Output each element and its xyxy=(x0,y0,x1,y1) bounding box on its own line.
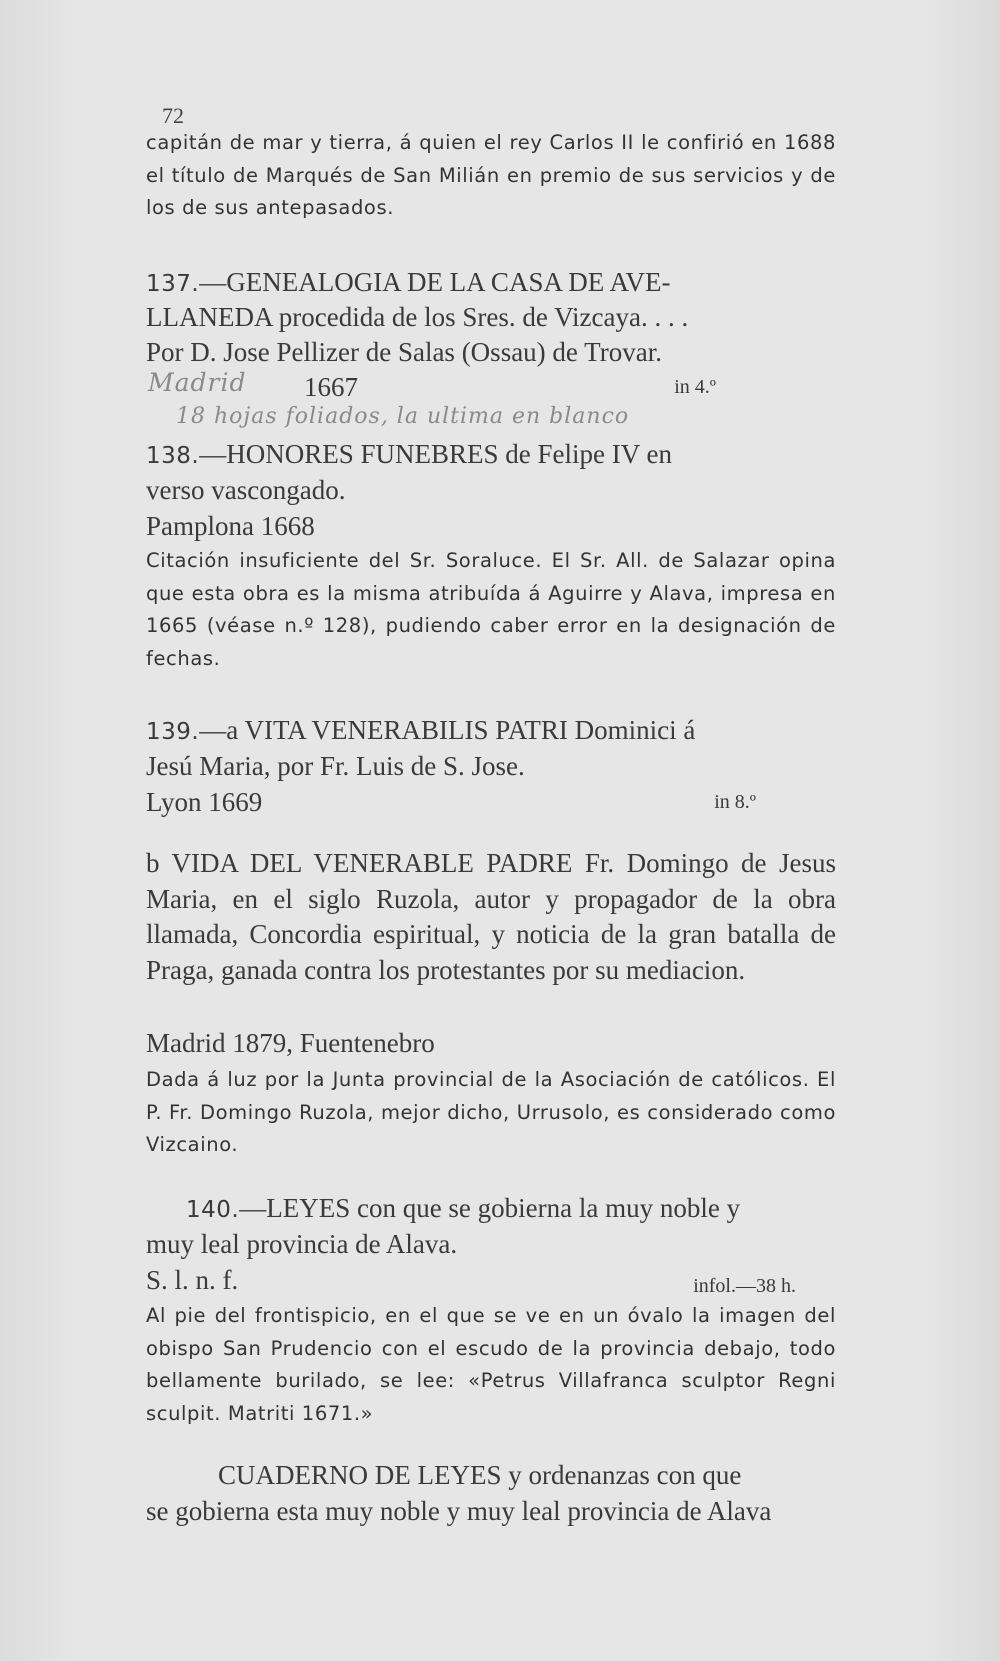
entry-138-title-line-1 xyxy=(146,437,836,475)
entry-140-number: 140. xyxy=(186,1197,240,1223)
entry-137-author-line: Por D. Jose Pellizer de Salas (Ossau) de Trovar. xyxy=(146,337,662,367)
closing-line-1: CUADERNO DE LEYES y ordenanzas con que xyxy=(218,1460,742,1490)
entry-139-a-title-text-1: —a VITA VENERABILIS PATRI Dominici á xyxy=(199,715,696,745)
entry-138-title-line-2: verso vascongado. xyxy=(146,475,346,505)
entry-137-title-line-1 xyxy=(146,265,836,303)
entry-139-a-format: in 8.º xyxy=(714,791,756,813)
entry-140-format: infol.—38 h. xyxy=(693,1275,796,1297)
entry-138-number: 138. xyxy=(146,443,200,469)
intro-paragraph: capitán de mar y tierra, á quien el rey Carlos II le confirió en 1688 el título de Marqués de San Milián en premio de sus servicios y de los de sus antepasados. xyxy=(146,131,836,219)
entry-139-b-imprint: Madrid 1879, Fuentenebro xyxy=(146,1028,435,1058)
entry-139-a-title-line-1 xyxy=(146,713,836,751)
entry-140-imprint: S. l. n. f. xyxy=(146,1265,239,1295)
entry-139-b-title: b VIDA DEL VENERABLE PADRE Fr. Domingo de Jesus Maria, en el siglo Ruzola, autor y propagador de la obra llamada, Concordia espiritual, y noticia de la gran batalla de Praga, ganada contra los protestantes por su mediacion. xyxy=(146,848,836,985)
entry-137-title-line-2: LLANEDA procedida de los Sres. de Vizcaya. . . . xyxy=(146,302,689,332)
entry-139-number: 139. xyxy=(146,719,200,745)
entry-140-title-text-1: —LEYES con que se gobierna la muy noble y xyxy=(239,1193,741,1223)
entry-140-imprint-line xyxy=(146,1263,836,1299)
closing-line-2: se gobierna esta muy noble y muy leal provincia de Alava xyxy=(146,1496,772,1526)
entry-138-note: Citación insuficiente del Sr. Soraluce. El Sr. All. de Salazar opina que esta obra es la misma atribuída á Aguirre y Alava, impresa en 1665 (véase n.º 128), pudiendo caber error en la designación de fechas. xyxy=(146,549,836,670)
entry-137-number: 137. xyxy=(146,271,200,297)
entry-138-imprint: Pamplona 1668 xyxy=(146,511,315,541)
entry-137-format: in 4.º xyxy=(674,376,716,398)
handwritten-note: 18 hojas foliados, la ultima en blanco xyxy=(176,404,630,429)
entry-140-title-line-1 xyxy=(186,1191,836,1229)
handwritten-place: Madrid xyxy=(148,368,247,397)
entry-139-a-imprint-line xyxy=(146,785,836,821)
entry-137-title-text-1: —GENEALOGIA DE LA CASA DE AVE- xyxy=(199,267,671,297)
entry-139-a-title-line-2: Jesú Maria, por Fr. Luis de S. Jose. xyxy=(146,751,525,781)
entry-138-title-text-1: —HONORES FUNEBRES de Felipe IV en xyxy=(199,439,672,469)
page-number: 72 xyxy=(162,103,184,128)
entry-137-year: 1667 xyxy=(304,372,358,402)
entry-140-title-line-2: muy leal provincia de Alava. xyxy=(146,1229,458,1259)
entry-139-b-note: Dada á luz por la Junta provincial de la Asociación de católicos. El P. Fr. Domingo Ruzola, mejor dicho, Urrusolo, es considerado como Vizcaino. xyxy=(146,1068,836,1156)
entry-140-note: Al pie del frontispicio, en el que se ve en un óvalo la imagen del obispo San Prudencio con el escudo de la provincia debajo, todo bellamente burilado, se lee: «Petrus Villafranca sculptor Regni sculpit. Matriti 1671.» xyxy=(146,1304,836,1425)
entry-139-a-imprint: Lyon 1669 xyxy=(146,787,263,817)
